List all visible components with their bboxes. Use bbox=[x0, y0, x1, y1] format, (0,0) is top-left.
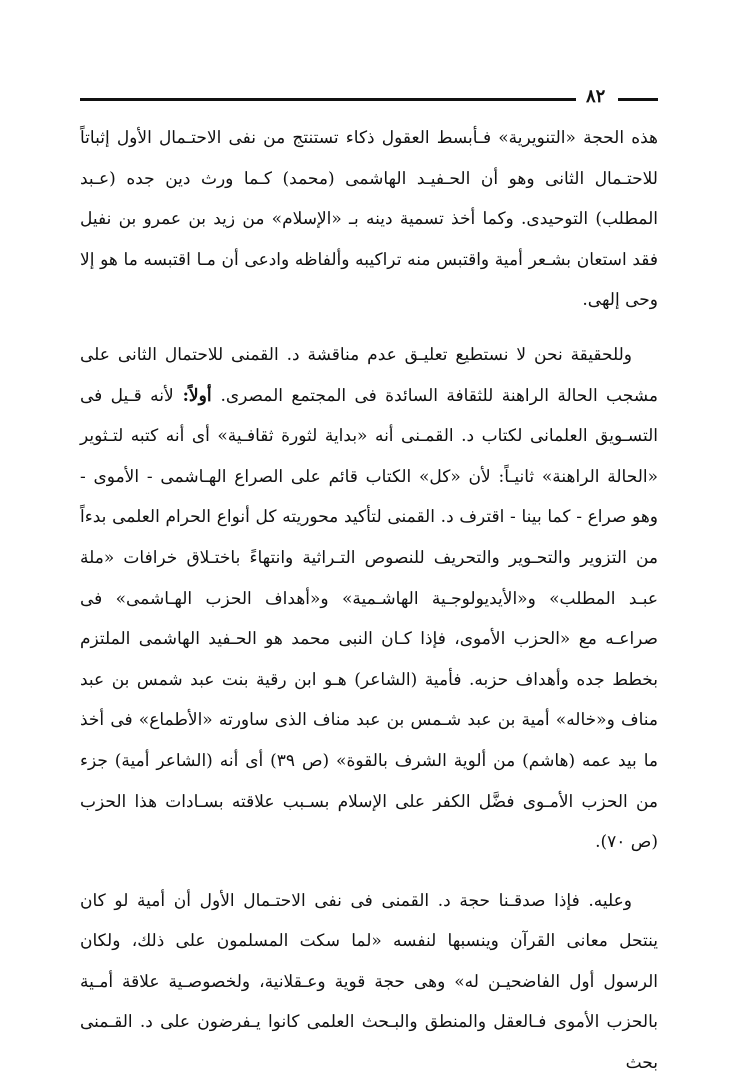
paragraph-2-firstly-label: أولاً: bbox=[173, 385, 221, 406]
paragraph-3: وعليه. فإذا صدقـنا حجة د. القمنى فى نفى الاحتـمال الأول أن أمية لو كان ينتحل معانى القرآن وينسبها لنفسه «لما سكت المسلمون على ذلك، ولكان الرسول أول الفاضحيـن له» وهى حجة قوية وعـقلانية، ولخصوصـية علاقة أمـية بالحزب الأموى فـالعقل والمنطق والبـحث العلمى كانوا يـفرضون على د. القـمنى بحث bbox=[80, 890, 658, 1074]
paragraph-2 bbox=[80, 335, 658, 863]
page-header bbox=[80, 88, 658, 108]
paragraph-1: هذه الحجة «التنويرية» فـأبسط العقول ذكاء تستنتج من نفى الاحتـمال الأول إثباتاً للاحتـمال الثانى وهو أن الحـفيـد الهاشمى (محمد) كـما ورث دين جده (عـبد المطلب) التوحيدى. وكما أخذ تسمية دينه بـ «الإسلام» من زيد بن عمرو بن نفيل فقد استعان بشـعر أمية واقتبس منه تراكيبه وألفاظه وادعى أن مـا اقتبسه ما هو إلا وحى إلهى. bbox=[80, 128, 658, 311]
header-rule-long bbox=[80, 98, 576, 101]
header-rule-short bbox=[618, 98, 658, 101]
paragraph-2-rest: لأنه قـيل فى التسـويق العلمانى لكتاب د. القمـنى أنه «بداية لثورة ثقافـية» أى أنه كتبه لتـثوير «الحالة الراهنة» ثانيـاً: لأن «كل» الكتاب قائم على الصراع الهـاشمى - الأموى - وهو صراع - كما بينا - اقترف د. القمنى لتأكيد محوريته كل أنواع الحرام العلمى بدءاً من التزوير والتحـوير والتحريف للنصوص التـراثية وانتهاءً باختـلاق خرافات «ملة عبـد المطلب» و«الأيديولوجـية الهاشـمية» و«أهداف الحزب الهـاشمى» فى صراعـه مع «الحزب الأموى، فإذا كـان النبى محمد هو الحـفيد الهاشمى الملتزم بخطط جده وأهداف حزبه. فأمية (الشاعر) هـو ابن رقية بنت عبد شمس بن عبد مناف و«خاله» أمية بن عبد شـمس بن عبد مناف الذى ساورته «الأطماع» فى أخذ ما بيد عمه (هاشم) من ألوية الشرف بالقوة» (ص ٣٩) أى أنه (الشاعر أمية) جزء من الحزب الأمـوى فضَّل الكفر على الإسلام بسـبب علاقته بسـادات هذا الحزب (ص ٧٠). bbox=[80, 385, 658, 853]
paragraph-2-opening: وللحقيقة نحن لا نستطيع تعليـق عدم مناقشة د. القمنى للاحتمال الثانى على مشجب الحالة الراهنة للثقافة السائدة فى المجتمع المصرى. bbox=[80, 344, 658, 406]
page-number: ٨٢ bbox=[586, 86, 606, 107]
body-text bbox=[80, 118, 658, 1084]
